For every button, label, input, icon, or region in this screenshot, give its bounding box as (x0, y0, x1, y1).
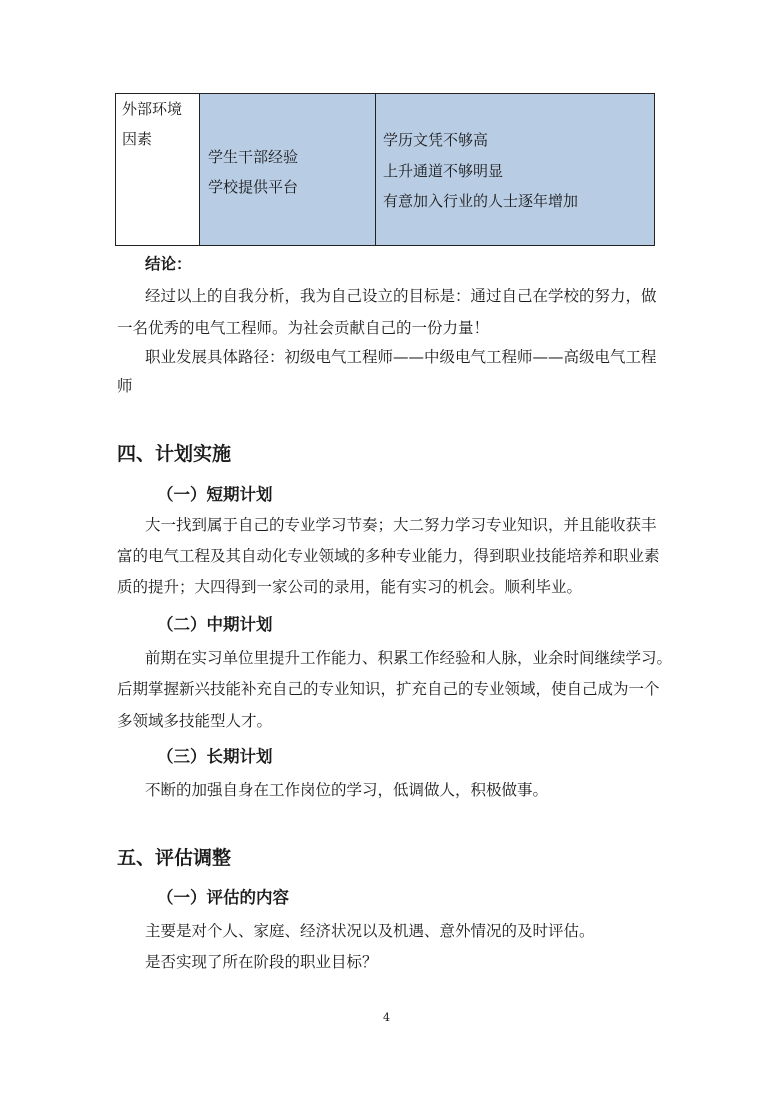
section-heading: 四、计划实施 (117, 443, 232, 465)
threat-line: 学历文凭不够高 (383, 131, 489, 149)
subsection-heading: （一）短期计划 (157, 485, 273, 504)
paragraph-line: 大一找到属于自己的专业学习节奏；大二努力学习专业知识，并且能收获丰 (145, 516, 657, 534)
threat-line: 上升通道不够明显 (383, 162, 504, 180)
paragraph-line: 质的提升；大四得到一家公司的录用，能有实习的机会。顺利毕业。 (117, 578, 583, 596)
opportunity-line: 学生干部经验 (208, 148, 299, 166)
paragraph-line: 不断的加强自身在工作岗位的学习，低调做人，积极做事。 (145, 781, 549, 799)
category-line: 外部环境 (122, 100, 183, 118)
table-cell-threats (376, 94, 654, 245)
subsection-heading: （一）评估的内容 (157, 888, 289, 907)
table-cell-opportunities (200, 94, 376, 245)
paragraph-line: 主要是对个人、家庭、经济状况以及机遇、意外情况的及时评估。 (145, 922, 595, 940)
category-line: 因素 (122, 130, 153, 148)
opportunity-line: 学校提供平台 (208, 178, 299, 196)
paragraph-line: 后期掌握新兴技能补充自己的专业知识，扩充自己的专业领域，使自己成为一个 (117, 680, 660, 698)
evaluation-table (115, 93, 655, 246)
paragraph-line: 经过以上的自我分析，我为自己设立的目标是：通过自己在学校的努力，做 (145, 287, 657, 305)
table-cell-category (116, 94, 200, 245)
paragraph-line: 职业发展具体路径：初级电气工程师——中级电气工程师——高级电气工程 (145, 348, 657, 366)
paragraph-line: 一名优秀的电气工程师。为社会贡献自己的一份力量！ (117, 319, 490, 337)
page-number: 4 (383, 1011, 390, 1024)
paragraph-line: 师 (117, 377, 133, 395)
paragraph-line: 多领域多技能型人才。 (117, 712, 273, 730)
threat-line: 有意加入行业的人士逐年增加 (383, 192, 579, 210)
paragraph-line: 是否实现了所在阶段的职业目标？ (145, 953, 378, 971)
conclusion-label: 结论： (145, 254, 192, 273)
section-heading: 五、评估调整 (117, 847, 232, 869)
subsection-heading: （二）中期计划 (157, 615, 273, 634)
paragraph-line: 富的电气工程及其自动化专业领域的多种专业能力，得到职业技能培养和职业素 (117, 547, 660, 565)
paragraph-line: 前期在实习单位里提升工作能力、积累工作经验和人脉，业余时间继续学习。 (145, 649, 673, 667)
subsection-heading: （三）长期计划 (157, 747, 273, 766)
